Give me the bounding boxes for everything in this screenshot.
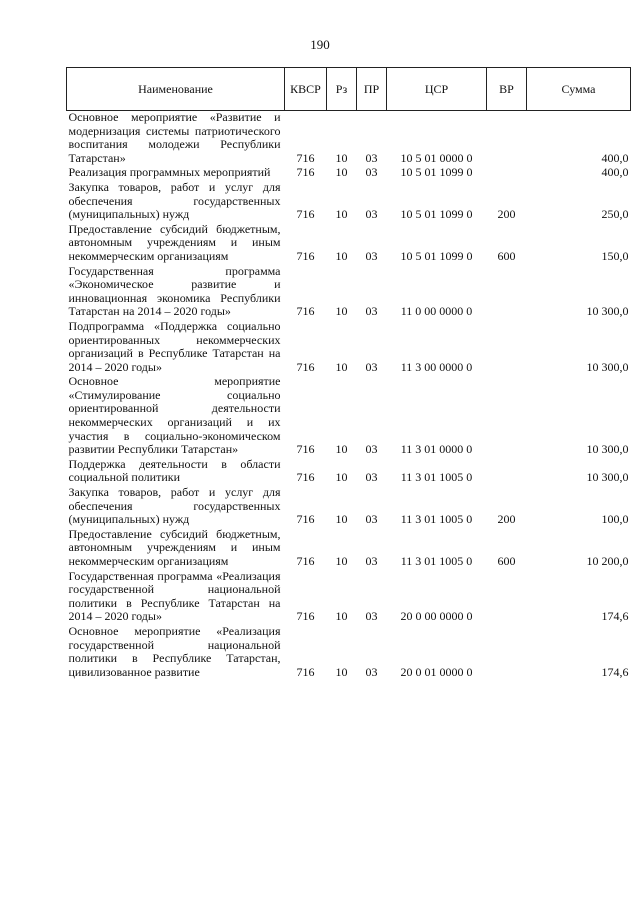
page-number: 190 — [310, 37, 330, 52]
row-pr: 03 — [365, 304, 378, 319]
header-rz: Рз — [327, 68, 357, 111]
table-row — [67, 320, 631, 375]
row-csr: 11 3 01 1005 0 — [400, 554, 473, 568]
row-rz: 10 — [335, 442, 348, 457]
row-name: Поддержка деятельности в области социальной политики — [68, 456, 281, 485]
table-row — [67, 166, 631, 181]
row-kvsr: 716 — [296, 165, 315, 180]
table-body — [67, 111, 631, 681]
row-vr — [487, 570, 527, 625]
row-vr — [487, 458, 527, 486]
table-row — [67, 265, 631, 320]
table-header — [67, 68, 631, 111]
row-vr: 600 — [497, 248, 516, 263]
row-kvsr: 716 — [296, 359, 315, 374]
header-name: Наименование — [67, 68, 285, 111]
row-csr: 20 0 01 0000 0 — [400, 664, 473, 679]
row-csr: 10 5 01 1099 0 — [400, 248, 473, 263]
table-row — [67, 625, 631, 680]
row-rz: 10 — [335, 165, 348, 180]
table-row — [67, 223, 631, 265]
row-name: Основное мероприятие «Развитие и модернизация системы патриотического воспитания молодежи Республики Татарстан» — [68, 110, 281, 165]
row-pr: 03 — [365, 248, 378, 263]
row-name: Предоставление субсидий бюджетным, автономным учреждениям и иным некоммерческим организациям — [68, 221, 281, 263]
row-sum: 174,6 — [601, 609, 629, 624]
row-kvsr: 716 — [296, 470, 315, 485]
row-vr — [487, 625, 527, 680]
row-kvsr: 716 — [296, 442, 315, 457]
row-rz: 10 — [335, 512, 348, 527]
row-rz: 10 — [335, 304, 348, 319]
row-kvsr: 716 — [296, 512, 315, 527]
row-vr — [487, 375, 527, 458]
row-name: Реализация программных мероприятий — [68, 165, 271, 180]
row-pr: 03 — [365, 442, 378, 457]
table-row — [67, 458, 631, 486]
row-sum: 150,0 — [601, 248, 629, 263]
row-vr: 200 — [497, 207, 516, 222]
row-name: Государственная программа «Реализация государственной национальной политики в Республике Татарстан на 2014 – 2020 годы» — [68, 568, 281, 624]
row-csr: 11 3 01 1005 0 — [400, 512, 473, 527]
row-sum: 250,0 — [601, 207, 629, 222]
table-row — [67, 181, 631, 223]
row-kvsr: 716 — [296, 248, 315, 263]
row-csr: 20 0 00 0000 0 — [400, 609, 473, 624]
row-csr: 10 5 01 0000 0 — [400, 150, 473, 165]
header-vr: ВР — [487, 68, 527, 111]
row-rz: 10 — [335, 554, 348, 568]
row-name: Основное мероприятие «Реализация государственной национальной политики в Республике Татарстан, цивилизованное развитие — [68, 623, 281, 679]
row-csr: 10 5 01 1099 0 — [400, 165, 473, 180]
row-pr: 03 — [365, 470, 378, 485]
row-vr — [487, 320, 527, 375]
row-sum: 400,0 — [601, 150, 629, 165]
header-pr: ПР — [357, 68, 387, 111]
row-kvsr: 716 — [296, 150, 315, 165]
row-csr: 11 3 00 0000 0 — [400, 359, 473, 374]
row-csr: 11 3 01 1005 0 — [400, 470, 473, 485]
row-sum: 10 200,0 — [586, 554, 629, 568]
table-row — [67, 486, 631, 528]
row-name: Закупка товаров, работ и услуг для обеспечения государственных (муниципальных) нужд — [68, 485, 281, 527]
table-row — [67, 570, 631, 625]
row-sum: 10 300,0 — [586, 304, 629, 319]
row-vr — [487, 265, 527, 320]
row-sum: 10 300,0 — [586, 442, 629, 457]
row-name: Государственная программа «Экономическое развитие и инновационная экономика Республики Татарстан на 2014 – 2020 годы» — [68, 263, 281, 319]
header-kvsr: КВСР — [285, 68, 327, 111]
row-name: Основное мероприятие «Стимулирование социально ориентированной деятельности некоммерческих организаций и их участия в социально-экономическом развитии Республики Татарстан» — [68, 374, 281, 457]
header-csr: ЦСР — [387, 68, 487, 111]
row-kvsr: 716 — [296, 207, 315, 222]
table-row — [67, 375, 631, 458]
row-vr: 200 — [497, 512, 516, 527]
row-pr: 03 — [365, 150, 378, 165]
row-kvsr: 716 — [296, 304, 315, 319]
row-rz: 10 — [335, 664, 348, 679]
row-pr: 03 — [365, 165, 378, 180]
table-row — [67, 111, 631, 167]
row-pr: 03 — [365, 512, 378, 527]
row-pr: 03 — [365, 359, 378, 374]
row-sum: 10 300,0 — [586, 470, 629, 485]
row-name: Закупка товаров, работ и услуг для обеспечения государственных (муниципальных) нужд — [68, 179, 281, 222]
row-pr: 03 — [365, 554, 378, 568]
header-sum: Сумма — [527, 68, 631, 111]
budget-table — [66, 67, 631, 680]
row-rz: 10 — [335, 150, 348, 165]
row-csr: 10 5 01 1099 0 — [400, 207, 473, 222]
row-name: Предоставление субсидий бюджетным, автономным учреждениям и иным некоммерческим организациям — [68, 526, 281, 568]
row-pr: 03 — [365, 207, 378, 222]
row-vr — [487, 166, 527, 181]
row-vr — [487, 111, 527, 167]
row-pr: 03 — [365, 609, 378, 624]
row-name: Подпрограмма «Поддержка социально ориентированных некоммерческих организаций в Республике Татарстан на 2014 – 2020 годы» — [68, 318, 281, 374]
table-row — [67, 528, 631, 570]
row-rz: 10 — [335, 609, 348, 624]
row-csr: 11 0 00 0000 0 — [400, 304, 473, 319]
row-sum: 400,0 — [601, 165, 629, 180]
row-kvsr: 716 — [296, 554, 315, 568]
row-rz: 10 — [335, 207, 348, 222]
row-rz: 10 — [335, 248, 348, 263]
row-rz: 10 — [335, 470, 348, 485]
row-sum: 100,0 — [601, 512, 629, 527]
row-kvsr: 716 — [296, 664, 315, 679]
row-sum: 174,6 — [601, 664, 629, 679]
row-kvsr: 716 — [296, 609, 315, 624]
row-vr: 600 — [497, 554, 516, 568]
row-pr: 03 — [365, 664, 378, 679]
row-rz: 10 — [335, 359, 348, 374]
row-csr: 11 3 01 0000 0 — [400, 442, 473, 457]
row-sum: 10 300,0 — [586, 359, 629, 374]
